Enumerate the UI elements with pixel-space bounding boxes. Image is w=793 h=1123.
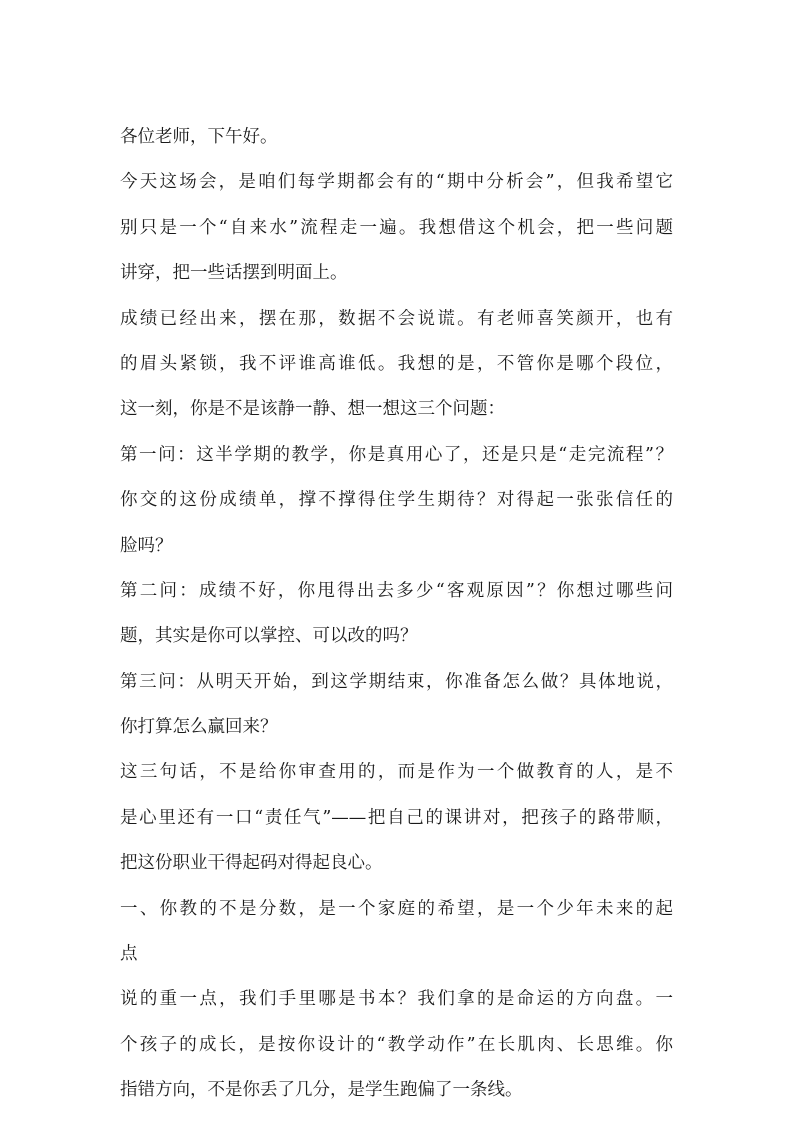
text-line: 脸吗？ xyxy=(120,535,173,556)
text-line: 第一问：这半学期的教学，你是真用心了，还是只是“走完流程”？ xyxy=(120,444,673,465)
text-line: 把这份职业干得起码对得起良心。 xyxy=(120,853,383,874)
document-body xyxy=(120,124,673,1123)
text-line: 你打算怎么赢回来？ xyxy=(120,717,278,738)
text-line: 一、你教的不是分数，是一个家庭的希望，是一个少年未来的起 xyxy=(120,898,673,919)
text-line: 题，其实是你可以掌控、可以改的吗？ xyxy=(120,626,418,647)
text-line: 是心里还有一口“责任气”——把自己的课讲对，把孩子的路带顺， xyxy=(120,807,673,828)
text-line: 的眉头紧锁，我不评谁高谁低。我想的是，不管你是哪个段位， xyxy=(120,353,673,374)
text-line: 第二问：成绩不好，你甩得出去多少“客观原因”？你想过哪些问 xyxy=(120,580,673,601)
text-line: 各位老师，下午好。 xyxy=(120,127,278,147)
text-line: 成绩已经出来，摆在那，数据不会说谎。有老师喜笑颜开，也有 xyxy=(120,308,673,329)
text-line: 讲穿，把一些话摆到明面上。 xyxy=(120,263,348,284)
text-line: 今天这场会，是咱们每学期都会有的“期中分析会”，但我希望它 xyxy=(120,172,673,193)
text-line: 这三句话，不是给你审查用的，而是作为一个做教育的人，是不 xyxy=(120,762,673,783)
text-line: 这一刻，你是不是该静一静、想一想这三个问题： xyxy=(120,399,505,420)
text-line: 别只是一个“自来水”流程走一遍。我想借这个机会，把一些问题 xyxy=(120,217,673,238)
text-line: 指错方向，不是你丢了几分，是学生跑偏了一条线。 xyxy=(120,1080,523,1101)
text-line: 说的重一点，我们手里哪是书本？我们拿的是命运的方向盘。一 xyxy=(120,989,673,1010)
text-line: 点 xyxy=(120,944,138,965)
text-line: 第三问：从明天开始，到这学期结束，你准备怎么做？具体地说， xyxy=(120,671,673,692)
text-line: 你交的这份成绩单，撑不撑得住学生期待？对得起一张张信任的 xyxy=(120,490,673,511)
text-line: 个孩子的成长，是按你设计的“教学动作”在长肌肉、长思维。你 xyxy=(120,1034,673,1055)
